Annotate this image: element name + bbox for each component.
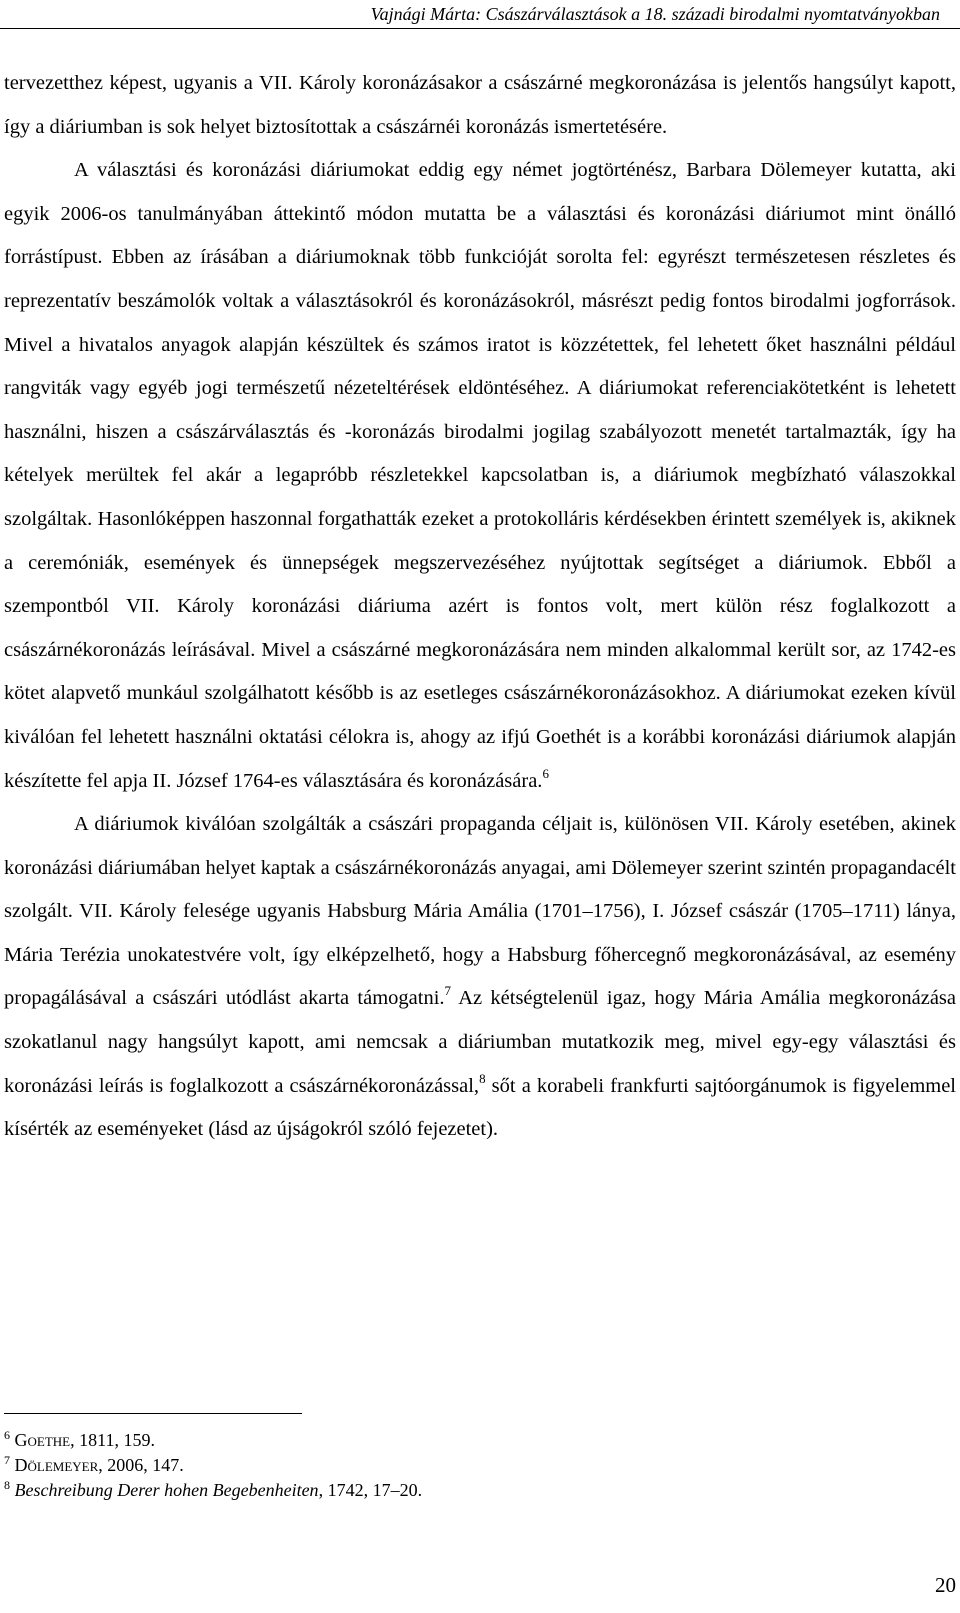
paragraph-3-text-a: A diáriumok kiválóan szolgálták a császári propaganda céljait is, különösen VII. Károly esetében, akinek koronázási diáriumában helyet kaptak a császárnékoronázás anyagai, ami Dölemeyer szerint szintén propagandacélt szolgált. VII. Károly felesége ugyanis Habsburg Mária Amália (1701–1756), I. József császár (1705–1711) lánya, Mária Terézia unokatestvére volt, így elképzelhető, hogy a Habsburg főhercegnő megkoronázásával, az esemény propagálásával a császári utódlást akarta támogatni. bbox=[4, 813, 956, 1010]
footnote-separator bbox=[4, 1413, 302, 1414]
footnote-number: 8 bbox=[4, 1478, 10, 1492]
footnote-citation: , 1742, 17–20. bbox=[318, 1480, 423, 1500]
footnote-6 bbox=[4, 1428, 422, 1453]
paragraph-2-text: A választási és koronázási diáriumokat eddig egy német jogtörténész, Barbara Dölemeyer kutatta, aki egyik 2006-os tanulmányában áttekintő módon mutatta be a választási és koronázási diáriumot mint önálló forrástípust. Ebben az írásában a diáriumoknak több funkcióját sorolta fel: egyrészt természetesen részletes és reprezentatív beszámolók voltak a választásokról és koronázásokról, másrészt pedig fontos birodalmi jogforrások. Mivel a hivatalos anyagok alapján készültek és számos iratot is közzétettek, fel lehetett őket használni például rangviták vagy egyéb jogi természetű nézeteltérések eldöntéséhez. A diáriumokat referenciakötetként is lehetett használni, hiszen a császárválasztás és -koronázás birodalmi jogilag szabályozott menetét tartalmazták, így ha kételyek merültek fel akár a legapróbb részletekkel kapcsolatban is, a diáriumok megbízható válaszokkal szolgáltak. Hasonlóképpen haszonnal forgathatták ezeket a protokolláris kérdésekben érintett személyek is, akiknek a ceremóniák, események és ünnepségek megszervezéséhez nyújtottak segítséget a diáriumok. Ebből a szempontból VII. Károly koronázási diáriuma azért is fontos volt, mert külön rész foglalkozott a császárnékoronázás leírásával. Mivel a császárné megkoronázására nem minden alkalommal került sor, az 1742-es kötet alapvető munkául szolgálhatott később is az esetleges császárnékoronázásokhoz. A diáriumokat ezeken kívül kiválóan fel lehetett használni oktatási célokra is, ahogy az ifjú Goethét is a korábbi koronázási diáriumok alapján készítette fel apja II. József 1764-es választására és koronázására. bbox=[4, 159, 956, 792]
footnote-7 bbox=[4, 1453, 422, 1478]
footnote-title: Beschreibung Derer hohen Begebenheiten bbox=[14, 1480, 319, 1500]
paragraph-1: tervezetthez képest, ugyanis a VII. Károly koronázásakor a császárné megkoronázása is jelentős hangsúlyt kapott, így a diáriumban is sok helyet biztosítottak a császárnéi koronázás ismertetésére. bbox=[4, 72, 956, 138]
footnote-ref-6[interactable]: 6 bbox=[542, 765, 549, 781]
header-rule bbox=[0, 28, 960, 29]
footnote-citation: , 1811, 159. bbox=[70, 1430, 155, 1450]
running-header: Vajnági Márta: Császárválasztások a 18. századi birodalmi nyomtatványokban bbox=[370, 4, 940, 24]
footnote-citation: , 2006, 147. bbox=[98, 1455, 184, 1475]
footnote-number: 6 bbox=[4, 1428, 10, 1442]
paragraph-3-text-b: Az kétségtelenül igaz, hogy Mária Amália megkoronázása szokatlanul nagy hangsúlyt kapott, ami nemcsak a diáriumban mutatkozik meg, mivel egy-egy választási és koronázási leírás is foglalkozott a császárnékoronázással, bbox=[4, 987, 957, 1097]
paragraph-3-text-c: sőt a korabeli frankfurti sajtóorgánumok is figyelemmel kísérték az eseményeket (lásd az újságokról szóló fejezetet). bbox=[4, 1074, 957, 1141]
footnote-author: Dölemeyer bbox=[14, 1455, 99, 1475]
body-text bbox=[4, 62, 956, 1152]
footnote-author: Goethe bbox=[14, 1430, 71, 1450]
footnote-number: 7 bbox=[4, 1453, 10, 1467]
footnote-ref-7[interactable]: 7 bbox=[444, 983, 452, 999]
footnote-8 bbox=[4, 1478, 422, 1503]
paragraph-3 bbox=[4, 803, 956, 1152]
page-number: 20 bbox=[935, 1573, 956, 1597]
paragraph-2 bbox=[4, 149, 956, 803]
footnotes bbox=[4, 1428, 422, 1503]
footnote-ref-8[interactable]: 8 bbox=[479, 1070, 486, 1086]
